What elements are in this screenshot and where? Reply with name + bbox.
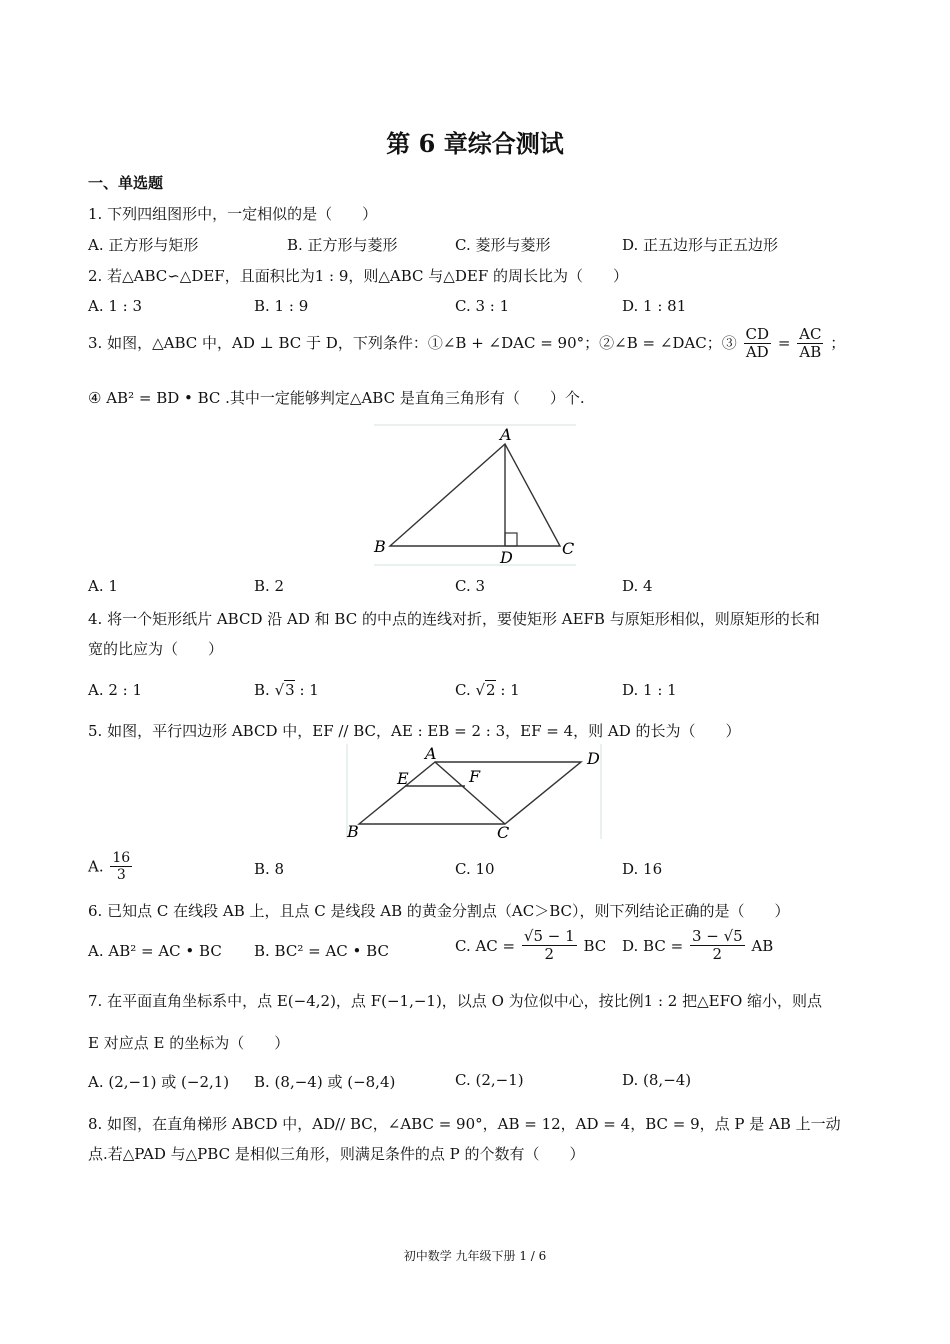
q3-option-d: D. 4 <box>622 577 653 595</box>
label-c: C <box>562 539 575 558</box>
q2-option-a: A. 1 : 3 <box>88 297 143 315</box>
q7-option-d: D. (8,−4) <box>622 1071 692 1089</box>
q3-equals: = <box>777 333 791 352</box>
q4-option-b: B. √3 : 1 <box>254 681 319 699</box>
triangle-abc <box>390 444 560 546</box>
q7-option-a: A. (2,−1) 或 (−2,1) <box>88 1073 230 1091</box>
question-5-stem: 5. 如图，平行四边形 ABCD 中，EF // BC，AE : EB = 2 : 3，EF = 4，则 AD 的长为（ ） <box>88 722 741 740</box>
label-b: B <box>374 537 386 556</box>
q1-option-a: A. 正方形与矩形 <box>88 236 199 254</box>
q4-option-d: D. 1 : 1 <box>622 681 677 699</box>
question-4-stem-line2: 宽的比应为（ ） <box>88 640 224 658</box>
label-a: A <box>500 425 512 444</box>
label-b: B <box>347 822 359 840</box>
q3-triangle-figure <box>372 424 578 566</box>
page-footer: 初中数学 九年级下册 1 / 6 <box>403 1249 547 1263</box>
q5-option-c: C. 10 <box>455 860 495 878</box>
q1-option-d: D. 正五边形与正五边形 <box>622 236 779 254</box>
q3-option-a: A. 1 <box>88 577 118 595</box>
label-d: D <box>587 749 600 768</box>
label-f: F <box>469 767 481 786</box>
q6-option-d: D. BC = $\frac{3 - √5}{2}$ AB <box>622 927 774 964</box>
question-3-stem-line2: ④ AB² = BD • BC .其中一定能够判定△ABC 是直角三角形有（ ）个. <box>88 389 585 407</box>
q2-option-c: C. 3 : 1 <box>455 297 510 315</box>
q3-fraction-cd-ad: $\frac{CD}{AD}$ <box>745 325 770 362</box>
label-d: D <box>500 548 513 566</box>
right-angle-mark <box>505 533 517 546</box>
q3-stem-end: ； <box>830 333 846 352</box>
question-8-stem-line2: 点.若△PAD 与△PBC 是相似三角形，则满足条件的点 P 的个数有（ ） <box>88 1145 585 1163</box>
q5-option-d: D. 16 <box>622 860 663 878</box>
question-8-stem-line1: 8. 如图，在直角梯形 ABCD 中，AD// BC，∠ABC = 90°，AB = 12，AD = 4，BC = 9，点 P 是 AB 上一动 <box>88 1115 841 1133</box>
question-1-stem: 1. 下列四组图形中，一定相似的是（ ） <box>88 205 378 223</box>
q6-option-a: A. AB² = AC • BC <box>88 942 222 960</box>
label-e: E <box>397 769 409 788</box>
q4-option-a: A. 2 : 1 <box>88 681 143 699</box>
q5-option-a: A. $\frac{16}{3}$ <box>88 850 131 884</box>
q1-option-c: C. 菱形与菱形 <box>455 236 551 254</box>
q5-option-b: B. 8 <box>254 860 285 878</box>
q5-parallelogram-figure <box>345 744 603 840</box>
q3-option-b: B. 2 <box>254 577 285 595</box>
q3-fraction-ac-ab: $\frac{AC}{AB}$ <box>799 325 822 362</box>
question-4-stem-line1: 4. 将一个矩形纸片 ABCD 沿 AD 和 BC 的中点的连线对折，要使矩形 AEFB 与原矩形相似，则原矩形的长和 <box>88 610 820 628</box>
label-c: C <box>497 823 510 840</box>
question-2-stem: 2. 若△ABC∽△DEF，且面积比为1 : 9，则△ABC 与△DEF 的周长比为（ ） <box>88 267 628 285</box>
q7-option-b: B. (8,−4) 或 (−8,4) <box>254 1073 396 1091</box>
label-a: A <box>425 744 437 763</box>
q3-stem-text: 3. 如图，△ABC 中，AD ⊥ BC 于 D，下列条件：①∠B + ∠DAC = 90°；②∠B = ∠DAC；③ <box>88 333 737 352</box>
section-heading: 一、单选题 <box>88 174 164 192</box>
question-7-stem-line2: E 对应点 E 的坐标为（ ） <box>88 1034 290 1052</box>
q7-option-c: C. (2,−1) <box>455 1071 524 1089</box>
question-6-stem: 6. 已知点 C 在线段 AB 上，且点 C 是线段 AB 的黄金分割点（AC＞BC），则下列结论正确的是（ ） <box>88 902 790 920</box>
q6-option-b: B. BC² = AC • BC <box>254 942 389 960</box>
q2-option-b: B. 1 : 9 <box>254 297 309 315</box>
question-7-stem-line1: 7. 在平面直角坐标系中，点 E(−4,2)，点 F(−1,−1)，以点 O 为位似中心，按比例1 : 2 把△EFO 缩小，则点 <box>88 992 823 1010</box>
q2-option-d: D. 1 : 81 <box>622 297 687 315</box>
page-title: 第 6 章综合测试 <box>386 129 564 158</box>
q3-option-c: C. 3 <box>455 577 486 595</box>
q6-option-c: C. AC = $\frac{√5 - 1}{2}$ BC <box>455 927 607 964</box>
q4-option-c: C. √2 : 1 <box>455 681 520 699</box>
question-3-stem-line1 <box>88 326 845 362</box>
q1-option-b: B. 正方形与菱形 <box>287 236 398 254</box>
